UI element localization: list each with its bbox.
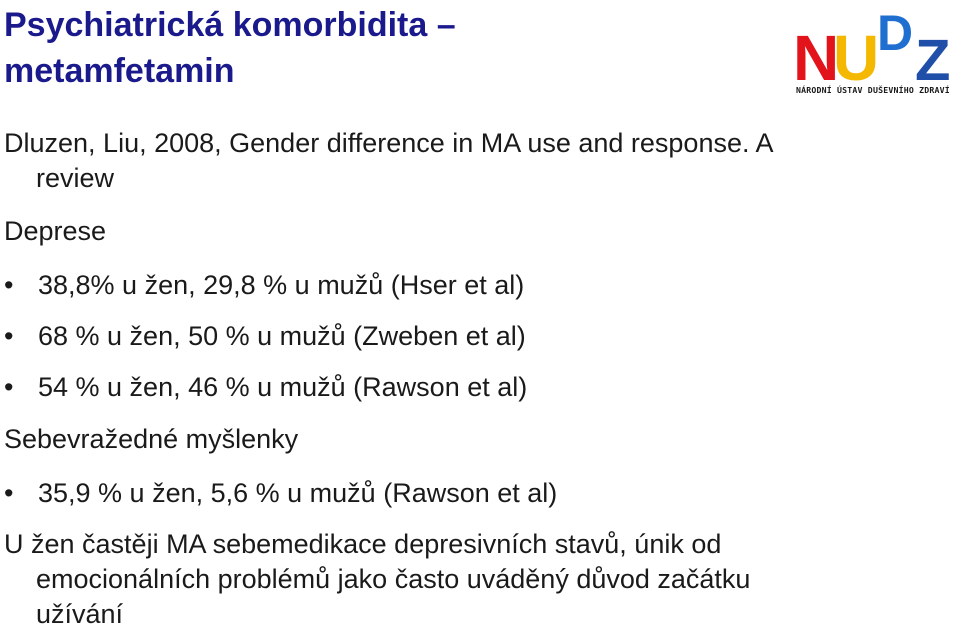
logo-letter-d: D xyxy=(877,8,914,61)
conclusion-line-3: užívání xyxy=(36,599,124,629)
bullet-icon: • xyxy=(4,478,14,508)
reference-line-2: review xyxy=(36,163,115,193)
reference-line-1: Dluzen, Liu, 2008, Gender difference in MA use and response. A xyxy=(4,128,774,158)
logo-caption: NÁRODNÍ ÚSTAV DUŠEVNÍHO ZDRAVÍ xyxy=(796,85,950,95)
bullet-icon: • xyxy=(4,270,14,300)
bullet-icon: • xyxy=(4,372,14,402)
section-heading-depression: Deprese xyxy=(4,216,107,246)
slide-title xyxy=(4,2,724,94)
list-item-text: 68 % u žen, 50 % u mužů (Zweben et al) xyxy=(38,321,526,351)
slide-title-line-1: Psychiatrická komorbidita – xyxy=(4,6,456,44)
nudz-logo xyxy=(793,8,959,98)
section-heading-suicidal: Sebevražedné myšlenky xyxy=(4,424,299,454)
conclusion-line-2: emocionálních problémů jako často uváděný důvod začátku xyxy=(36,564,751,594)
list-item-text: 54 % u žen, 46 % u mužů (Rawson et al) xyxy=(38,372,528,402)
logo-letter-z: Z xyxy=(915,28,951,84)
reference xyxy=(4,126,934,196)
logo-letter-u: U xyxy=(833,22,880,84)
bullet-icon: • xyxy=(4,321,14,351)
list-item-text: 38,8% u žen, 29,8 % u mužů (Hser et al) xyxy=(38,270,525,300)
conclusion xyxy=(4,527,934,632)
slide-title-line-2: metamfetamin xyxy=(4,52,235,90)
nudz-logo-letters xyxy=(793,8,959,84)
conclusion-line-1: U žen častěji MA sebemedikace depresivních stavů, únik od xyxy=(4,529,722,559)
list-item-text: 35,9 % u žen, 5,6 % u mužů (Rawson et al) xyxy=(38,478,558,508)
logo-letter-n: N xyxy=(793,22,840,84)
